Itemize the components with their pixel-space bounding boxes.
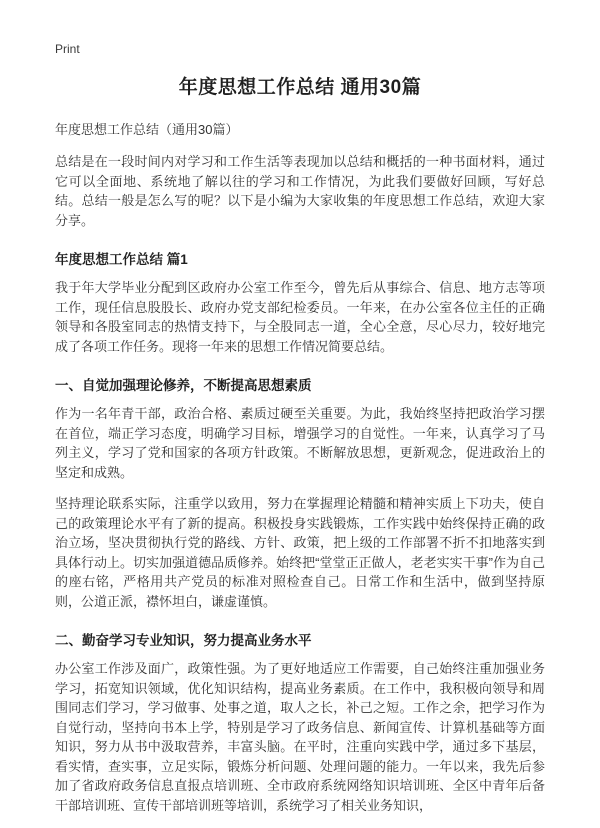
paragraph: 办公室工作涉及面广，政策性强。为了更好地适应工作需要，自己始终注重加强业务学习，拓宽知识领域，优化知识结构，提高业务素质。在工作中，我积极向领导和周围同志们学习，学习做事、处事之道，取人之长，补己之短。工作之余，把学习作为自觉行动，坚持向书本上学，特别是学习了政务信息、新闻宣传、计算机基础等方面知识，努力从书中汲取营养，丰富头脑。在平时，注重向实践中学，通过多下基层，看实情，查实事，立足实际，锻炼分析问题、处理问题的能力。一年以来，我先后参加了省政府政务信息直报点培训班、全市政府系统网络知识培训班、全区中青年后备干部培训班、宣传干部培训班等培训，系统学习了相关业务知识，: [55, 661, 545, 813]
section-heading-two: 二、勤奋学习专业知识，努力提高业务水平: [55, 633, 312, 648]
document-subtitle: 年度思想工作总结（通用30篇）: [55, 122, 239, 137]
print-label: Print: [55, 42, 80, 56]
section-heading-part1: 年度思想工作总结 篇1: [55, 252, 188, 267]
section-heading-one: 一、自觉加强理论修养，不断提高思想素质: [55, 378, 312, 393]
paragraph: 我于年大学毕业分配到区政府办公室工作至今，曾先后从事综合、信息、地方志等项工作，现任信息股股长、政府办党支部纪检委员。一年来，在办公室各位主任的正确领导和各股室同志的热情支持下，与全股同志一道，全心全意，尽心尽力，较好地完成了各项工作任务。现将一年来的思想工作情况简要总结。: [55, 280, 545, 354]
paragraph: 坚持理论联系实际，注重学以致用，努力在掌握理论精髓和精神实质上下功夫，使自己的政策理论水平有了新的提高。积极投身实践锻炼，工作实践中始终保持正确的政治立场，坚决贯彻执行党的路线、方针、政策，把上级的工作部署不折不扣地落实到具体行动上。切实加强道德品质修养。始终把“堂堂正正做人，老老实实干事”作为自己的座右铭，严格用共产党员的标准对照检查自己。日常工作和生活中，做到坚持原则，公道正派，襟怀坦白，谦虚谨慎。: [55, 496, 545, 609]
intro-paragraph: 总结是在一段时间内对学习和工作生活等表现加以总结和概括的一种书面材料，通过它可以全面地、系统地了解以往的学习和工作情况，为此我们要做好回顾，写好总结。总结一般是怎么写的呢？以下是小编为大家收集的年度思想工作总结，欢迎大家分享。: [55, 154, 545, 228]
paragraph: 作为一名年青干部，政治合格、素质过硬至关重要。为此，我始终坚持把政治学习摆在首位，端正学习态度，明确学习目标，增强学习的自觉性。一年来，认真学习了马列主义，学习了党和国家的各项方针政策。不断解放思想，更新观念，促进政治上的坚定和成熟。: [55, 406, 545, 480]
document-title: 年度思想工作总结 通用30篇: [178, 77, 422, 98]
